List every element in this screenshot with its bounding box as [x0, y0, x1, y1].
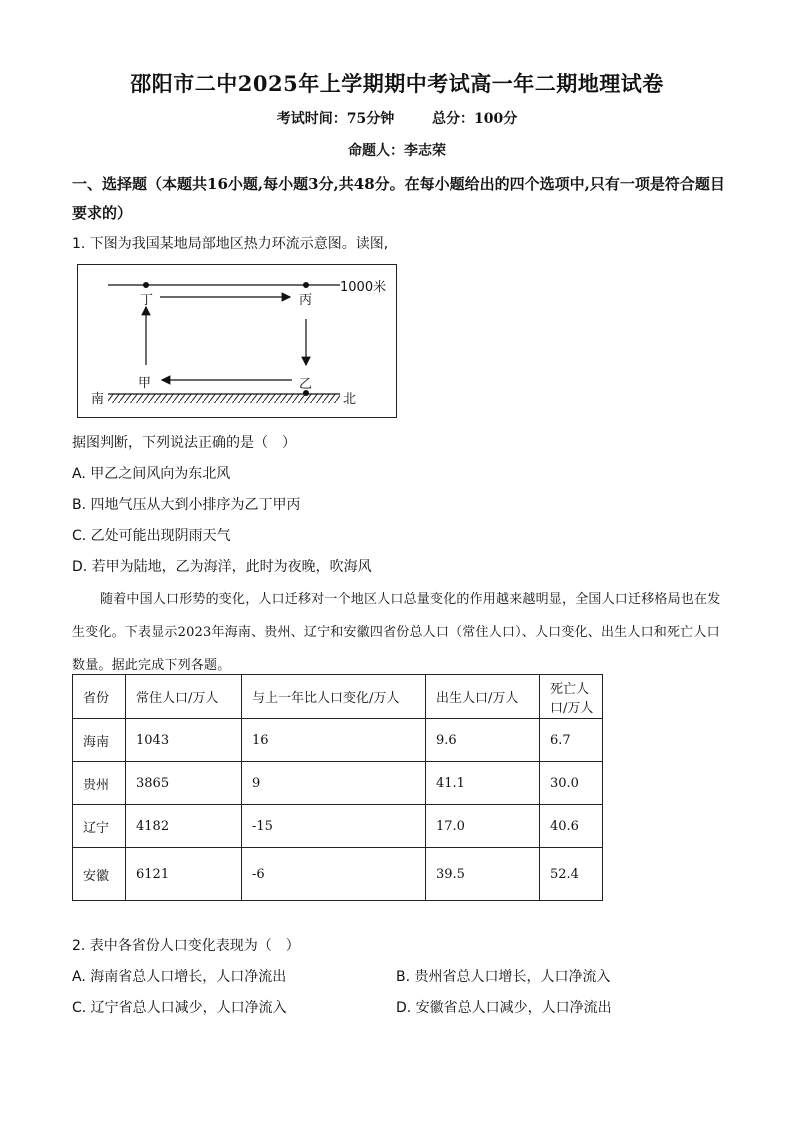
table-cell: -6 [242, 848, 426, 901]
q2-option-c: C. 辽宁省总人口减少，人口净流入 [72, 1000, 287, 1016]
table-row [73, 848, 603, 901]
table-header-row [73, 675, 603, 719]
label-bing: 丙 [299, 293, 313, 308]
table-cell: 1043 [126, 719, 242, 762]
author-line: 命题人：李志荣 [348, 143, 446, 159]
table-cell: 17.0 [426, 805, 540, 848]
question-1-prompt: 据图判断，下列说法正确的是（ ） [72, 435, 296, 451]
label-jia: 甲 [138, 376, 152, 391]
table-cell: 6121 [126, 848, 242, 901]
label-altitude: 1000米 [340, 280, 387, 295]
table-cell: 贵州 [73, 762, 126, 805]
table-header-cell: 省份 [73, 675, 126, 719]
section-one-heading: 一、选择题（本题共16小题,每小题3分,共48分。在每小题给出的四个选项中,只有一项是符合题目要求的） [72, 175, 725, 222]
table-cell: 安徽 [73, 848, 126, 901]
passage-text: 随着中国人口形势的变化，人口迁移对一个地区人口总量变化的作用越来越明显，全国人口迁移格局也在发生变化。下表显示2023年海南、贵州、辽宁和安徽四省份总人口（常住人口）、人口变化、出生人口和死亡人口数量。据此完成下列各题。 [72, 592, 721, 673]
q2-option-a: A. 海南省总人口增长，人口净流出 [72, 969, 287, 985]
ground-hatch [108, 394, 340, 403]
label-north: 北 [343, 392, 357, 407]
table-row [73, 719, 603, 762]
table-row [73, 762, 603, 805]
label-south: 南 [91, 392, 105, 407]
table-cell: -15 [242, 805, 426, 848]
table-cell: 30.0 [540, 762, 603, 805]
table-header-cell: 常住人口/万人 [126, 675, 242, 719]
table-cell: 41.1 [426, 762, 540, 805]
table-cell: 辽宁 [73, 805, 126, 848]
q1-option-d: D. 若甲为陆地，乙为海洋，此时为夜晚，吹海风 [72, 559, 372, 575]
table-cell: 52.4 [540, 848, 603, 901]
point-ding [143, 282, 149, 288]
point-bing [303, 282, 309, 288]
table-cell: 海南 [73, 719, 126, 762]
question-2-stem: 2. 表中各省份人口变化表现为（ ） [72, 938, 300, 954]
table-cell: 9.6 [426, 719, 540, 762]
table-header-cell: 与上一年比人口变化/万人 [242, 675, 426, 719]
table-cell: 3865 [126, 762, 242, 805]
table-cell: 6.7 [540, 719, 603, 762]
table-row [73, 805, 603, 848]
q2-option-d: D. 安徽省总人口减少，人口净流出 [396, 1000, 612, 1016]
q1-option-c: C. 乙处可能出现阴雨天气 [72, 528, 231, 544]
table-cell: 4182 [126, 805, 242, 848]
exam-info [0, 108, 794, 128]
label-yi: 乙 [299, 377, 313, 392]
thermal-circulation-diagram [77, 264, 397, 418]
q1-option-a: A. 甲乙之间风向为东北风 [72, 466, 231, 482]
table-cell: 39.5 [426, 848, 540, 901]
table-cell: 40.6 [540, 805, 603, 848]
table-cell: 9 [242, 762, 426, 805]
q1-option-b: B. 四地气压从大到小排序为乙丁甲丙 [72, 497, 301, 513]
exam-time: 考试时间：75分钟 [276, 111, 395, 127]
population-table [72, 674, 603, 901]
page-title: 邵阳市二中2025年上学期期中考试高一年二期地理试卷 [130, 71, 664, 96]
label-ding: 丁 [140, 293, 154, 308]
table-header-cell: 死亡人口/万人 [540, 675, 603, 719]
table-header-cell: 出生人口/万人 [426, 675, 540, 719]
q2-option-b: B. 贵州省总人口增长，人口净流入 [396, 969, 611, 985]
question-1-stem: 1. 下图为我国某地局部地区热力环流示意图。读图, [72, 236, 389, 252]
total-score: 总分：100分 [432, 111, 518, 127]
table-cell: 16 [242, 719, 426, 762]
